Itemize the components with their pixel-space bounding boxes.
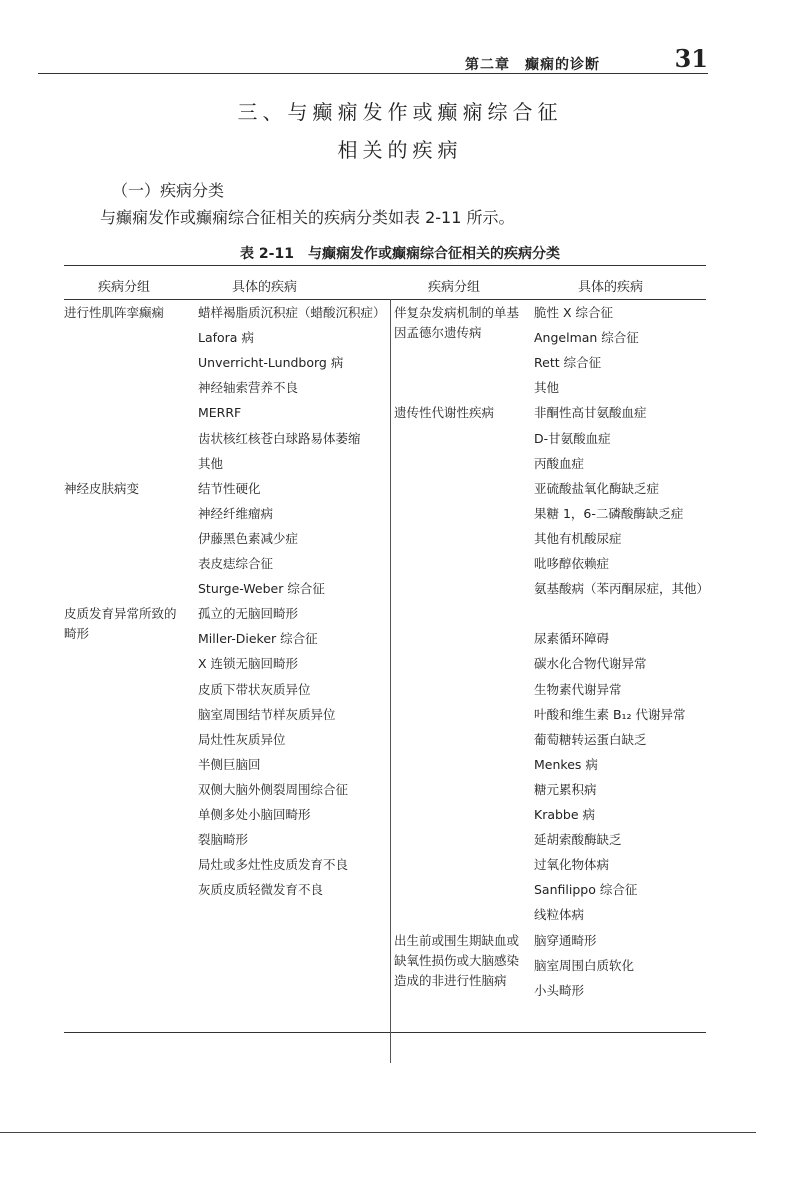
disease-group-label: 进行性肌阵挛癫痫 bbox=[64, 305, 165, 320]
disease-item: 局灶或多灶性皮质发育不良 bbox=[198, 857, 349, 873]
disease-group-label: 皮质发育异常所致的畸形 bbox=[64, 606, 177, 642]
table-column-divider bbox=[390, 299, 391, 1063]
subheading: （一）疾病分类 bbox=[112, 181, 225, 200]
disease-item: 局灶性灰质异位 bbox=[198, 731, 286, 747]
disease-item: 生物素代谢异常 bbox=[534, 681, 622, 697]
disease-item: 脆性 X 综合征 bbox=[534, 305, 614, 320]
section-title-line2: 相关的疾病 bbox=[337, 138, 463, 162]
page-number: 31 bbox=[674, 44, 708, 73]
disease-item: 糖元累积病 bbox=[534, 781, 597, 797]
intro-paragraph: 与癫痫发作或癫痫综合征相关的疾病分类如表 2-11 所示。 bbox=[100, 208, 515, 227]
table-caption: 表 2-11 与癫痫发作或癫痫综合征相关的疾病分类 bbox=[240, 246, 560, 262]
header-rule bbox=[38, 73, 708, 74]
disease-group-label: 神经皮肤病变 bbox=[64, 480, 140, 496]
disease-item: 氨基酸病（苯丙酮尿症，其他） bbox=[534, 581, 710, 597]
disease-item: 非酮性高甘氨酸血症 bbox=[534, 405, 647, 421]
disease-group-label: 遗传性代谢性疾病 bbox=[394, 405, 495, 421]
disease-item: 脑室周围白质软化 bbox=[534, 957, 635, 973]
disease-item: Menkes 病 bbox=[534, 756, 598, 772]
disease-item: 其他 bbox=[198, 455, 224, 471]
disease-item: 线粒体病 bbox=[534, 907, 585, 923]
disease-group-label: 伴复杂发病机制的单基因孟德尔遗传病 bbox=[394, 305, 520, 340]
disease-item: 丙酸血症 bbox=[534, 455, 585, 471]
chapter-title: 第二章 癫痫的诊断 bbox=[465, 57, 600, 73]
disease-item: 脑室周围结节样灰质异位 bbox=[198, 706, 336, 722]
disease-item: 葡萄糖转运蛋白缺乏 bbox=[534, 731, 647, 747]
table-top-rule bbox=[64, 265, 706, 266]
disease-item: Rett 综合征 bbox=[534, 355, 602, 371]
disease-item: 灰质皮质轻微发育不良 bbox=[198, 882, 324, 898]
disease-item: 果糖 1，6-二磷酸酶缺乏症 bbox=[534, 505, 684, 521]
disease-item: Lafora 病 bbox=[198, 330, 254, 346]
disease-item: 伊藤黑色素减少症 bbox=[198, 530, 299, 546]
disease-item: Unverricht-Lundborg 病 bbox=[198, 355, 344, 371]
disease-item: 神经纤维瘤病 bbox=[198, 505, 274, 521]
table-bottom-rule bbox=[64, 1032, 706, 1033]
disease-item: 孤立的无脑回畸形 bbox=[198, 606, 299, 622]
disease-item: MERRF bbox=[198, 405, 242, 421]
disease-item: 其他 bbox=[534, 380, 560, 396]
col-header-group-right: 疾病分组 bbox=[428, 280, 481, 295]
col-header-disease-left: 具体的疾病 bbox=[232, 280, 298, 295]
disease-item: 半侧巨脑回 bbox=[198, 756, 261, 772]
disease-item: 双侧大脑外侧裂周围综合征 bbox=[198, 781, 349, 797]
section-title-line1: 三、与癫痫发作或癫痫综合征 bbox=[237, 100, 563, 124]
disease-item: 小头畸形 bbox=[534, 982, 585, 998]
disease-item: 尿素循环障碍 bbox=[534, 631, 610, 647]
disease-item: 表皮痣综合征 bbox=[198, 556, 274, 571]
disease-item: 蜡样褐脂质沉积症（蜡酸沉积症） bbox=[198, 305, 386, 320]
disease-item: X 连锁无脑回畸形 bbox=[198, 656, 299, 672]
col-header-group-left: 疾病分组 bbox=[98, 280, 151, 295]
disease-group-label: 出生前或围生期缺血或缺氧性损伤或大脑感染造成的非进行性脑病 bbox=[394, 932, 520, 988]
disease-item: 亚硫酸盐氧化酶缺乏症 bbox=[534, 480, 660, 496]
disease-item: 皮质下带状灰质异位 bbox=[198, 681, 311, 697]
disease-item: 结节性硬化 bbox=[198, 480, 261, 496]
disease-item: 叶酸和维生素 B₁₂ 代谢异常 bbox=[534, 706, 686, 722]
disease-item: 其他有机酸尿症 bbox=[534, 530, 622, 546]
disease-item: 吡哆醇依赖症 bbox=[534, 556, 610, 571]
disease-item: 延胡索酸酶缺乏 bbox=[534, 832, 622, 848]
running-header bbox=[38, 36, 708, 74]
table-header-rule bbox=[64, 299, 706, 300]
disease-item: Sanfilippo 综合征 bbox=[534, 882, 638, 898]
disease-item: 裂脑畸形 bbox=[198, 832, 249, 848]
disease-item: 脑穿通畸形 bbox=[534, 932, 597, 948]
col-header-disease-right: 具体的疾病 bbox=[578, 280, 644, 295]
disease-item: Angelman 综合征 bbox=[534, 330, 639, 346]
disease-item: Sturge-Weber 综合征 bbox=[198, 581, 325, 597]
disease-item: Miller-Dieker 综合征 bbox=[198, 631, 318, 647]
disease-item: 神经轴索营养不良 bbox=[198, 380, 299, 396]
disease-item: 碳水化合物代谢异常 bbox=[534, 656, 647, 672]
page-bottom-rule bbox=[0, 1132, 756, 1133]
disease-item: 单侧多处小脑回畸形 bbox=[198, 807, 311, 822]
disease-item: 齿状核红核苍白球路易体萎缩 bbox=[198, 430, 361, 446]
disease-item: Krabbe 病 bbox=[534, 807, 596, 822]
disease-item: 过氧化物体病 bbox=[534, 857, 610, 873]
disease-item: D-甘氨酸血症 bbox=[534, 430, 611, 446]
